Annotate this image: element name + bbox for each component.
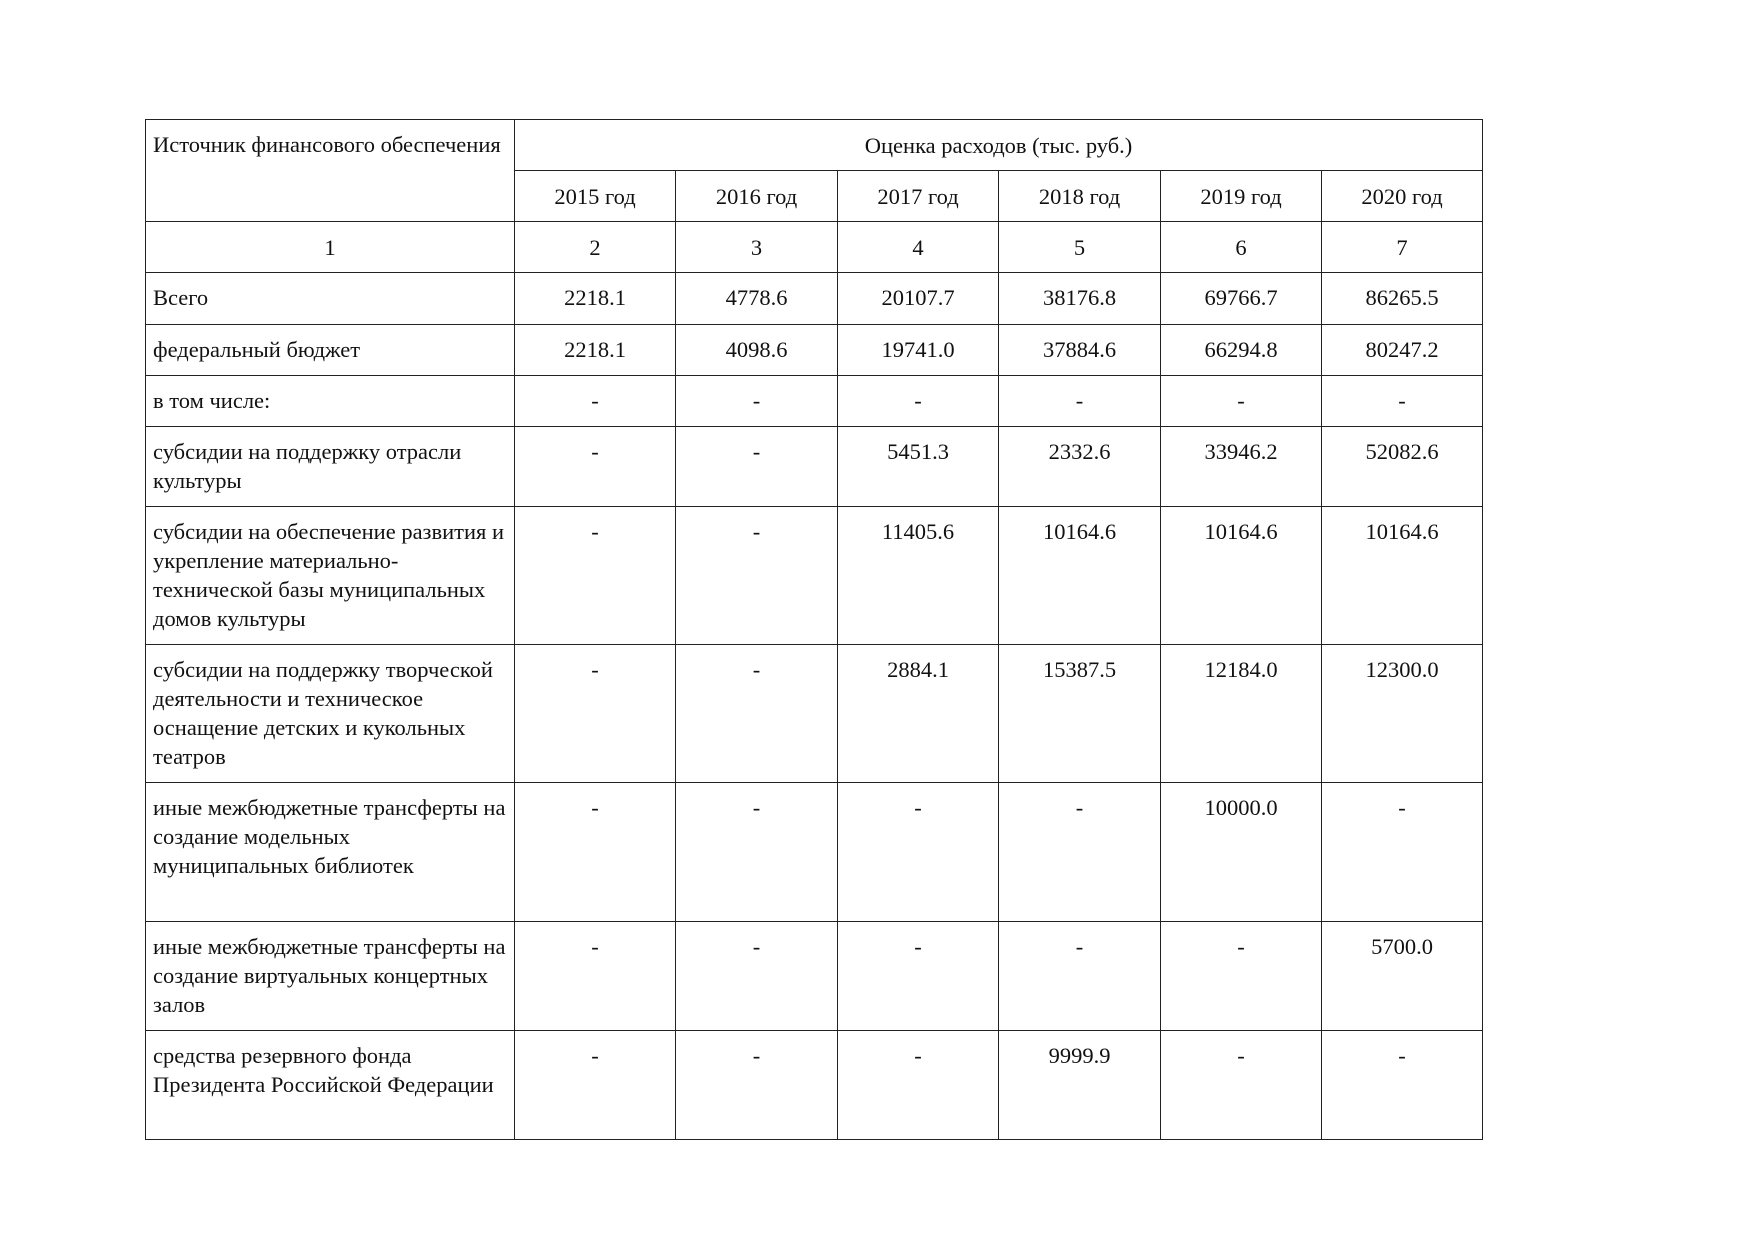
column-number: 3 <box>676 222 838 273</box>
value-cell: 4098.6 <box>676 325 838 376</box>
column-number: 7 <box>1322 222 1483 273</box>
value-cell: 2218.1 <box>515 325 676 376</box>
value-cell: 10164.6 <box>1161 507 1322 645</box>
value-cell: 2884.1 <box>838 645 999 783</box>
source-cell: субсидии на поддержку творческой деятельности и техническое оснащение детских и кукольных театров <box>146 645 515 783</box>
value-cell: - <box>999 783 1161 922</box>
value-cell: 12184.0 <box>1161 645 1322 783</box>
source-cell: в том числе: <box>146 376 515 427</box>
value-cell: - <box>1322 1031 1483 1140</box>
value-cell: - <box>676 427 838 507</box>
source-cell: субсидии на поддержку отрасли культуры <box>146 427 515 507</box>
value-cell: - <box>515 783 676 922</box>
value-cell: - <box>676 376 838 427</box>
header-row <box>146 120 1483 171</box>
value-cell: 5451.3 <box>838 427 999 507</box>
value-cell: 4778.6 <box>676 273 838 325</box>
value-cell: 2218.1 <box>515 273 676 325</box>
value-cell: - <box>1322 376 1483 427</box>
value-cell: 11405.6 <box>838 507 999 645</box>
value-cell: 10164.6 <box>999 507 1161 645</box>
table-row <box>146 645 1483 783</box>
value-cell: 2332.6 <box>999 427 1161 507</box>
year-header: 2019 год <box>1161 171 1322 222</box>
value-cell: 12300.0 <box>1322 645 1483 783</box>
value-cell: 80247.2 <box>1322 325 1483 376</box>
value-cell: - <box>676 645 838 783</box>
source-cell: субсидии на обеспечение развития и укрепление материально-технической базы муниципальных домов культуры <box>146 507 515 645</box>
value-cell: - <box>838 376 999 427</box>
value-cell: 5700.0 <box>1322 922 1483 1031</box>
value-cell: - <box>999 376 1161 427</box>
column-number: 4 <box>838 222 999 273</box>
column-number: 1 <box>146 222 515 273</box>
table-row <box>146 1031 1483 1140</box>
value-cell: - <box>1161 922 1322 1031</box>
year-header: 2016 год <box>676 171 838 222</box>
value-cell: 10164.6 <box>1322 507 1483 645</box>
table-row <box>146 273 1483 325</box>
table-row <box>146 922 1483 1031</box>
column-number: 2 <box>515 222 676 273</box>
financing-table <box>145 119 1483 1140</box>
value-cell: 33946.2 <box>1161 427 1322 507</box>
value-cell: 52082.6 <box>1322 427 1483 507</box>
table-row <box>146 325 1483 376</box>
value-cell: - <box>515 1031 676 1140</box>
value-cell: 10000.0 <box>1161 783 1322 922</box>
table-row <box>146 507 1483 645</box>
value-cell: - <box>1322 783 1483 922</box>
source-column-header: Источник финансового обеспечения <box>146 120 515 222</box>
source-cell: иные межбюджетные трансферты на создание модельных муниципальных библиотек <box>146 783 515 922</box>
table-row <box>146 427 1483 507</box>
column-number: 5 <box>999 222 1161 273</box>
table-row <box>146 783 1483 922</box>
value-cell: 38176.8 <box>999 273 1161 325</box>
value-cell: 15387.5 <box>999 645 1161 783</box>
value-cell: 19741.0 <box>838 325 999 376</box>
value-cell: - <box>1161 1031 1322 1140</box>
value-cell: - <box>676 1031 838 1140</box>
value-cell: 9999.9 <box>999 1031 1161 1140</box>
value-cell: - <box>515 427 676 507</box>
column-number-row <box>146 222 1483 273</box>
value-cell: 66294.8 <box>1161 325 1322 376</box>
value-cell: - <box>1161 376 1322 427</box>
source-cell: иные межбюджетные трансферты на создание виртуальных концертных залов <box>146 922 515 1031</box>
year-header: 2018 год <box>999 171 1161 222</box>
year-header: 2015 год <box>515 171 676 222</box>
source-cell: средства резервного фонда Президента Российской Федерации <box>146 1031 515 1140</box>
value-cell: - <box>515 922 676 1031</box>
column-number: 6 <box>1161 222 1322 273</box>
value-cell: 37884.6 <box>999 325 1161 376</box>
year-header: 2017 год <box>838 171 999 222</box>
value-cell: 20107.7 <box>838 273 999 325</box>
table-row <box>146 376 1483 427</box>
value-cell: - <box>676 783 838 922</box>
value-cell: 86265.5 <box>1322 273 1483 325</box>
value-cell: - <box>838 922 999 1031</box>
value-cell: - <box>838 783 999 922</box>
value-cell: - <box>676 507 838 645</box>
year-header: 2020 год <box>1322 171 1483 222</box>
value-cell: - <box>515 376 676 427</box>
value-cell: - <box>676 922 838 1031</box>
value-cell: - <box>515 507 676 645</box>
value-cell: - <box>838 1031 999 1140</box>
value-cell: 69766.7 <box>1161 273 1322 325</box>
value-cell: - <box>999 922 1161 1031</box>
estimate-header: Оценка расходов (тыс. руб.) <box>515 120 1483 171</box>
source-cell: Всего <box>146 273 515 325</box>
value-cell: - <box>515 645 676 783</box>
source-cell: федеральный бюджет <box>146 325 515 376</box>
